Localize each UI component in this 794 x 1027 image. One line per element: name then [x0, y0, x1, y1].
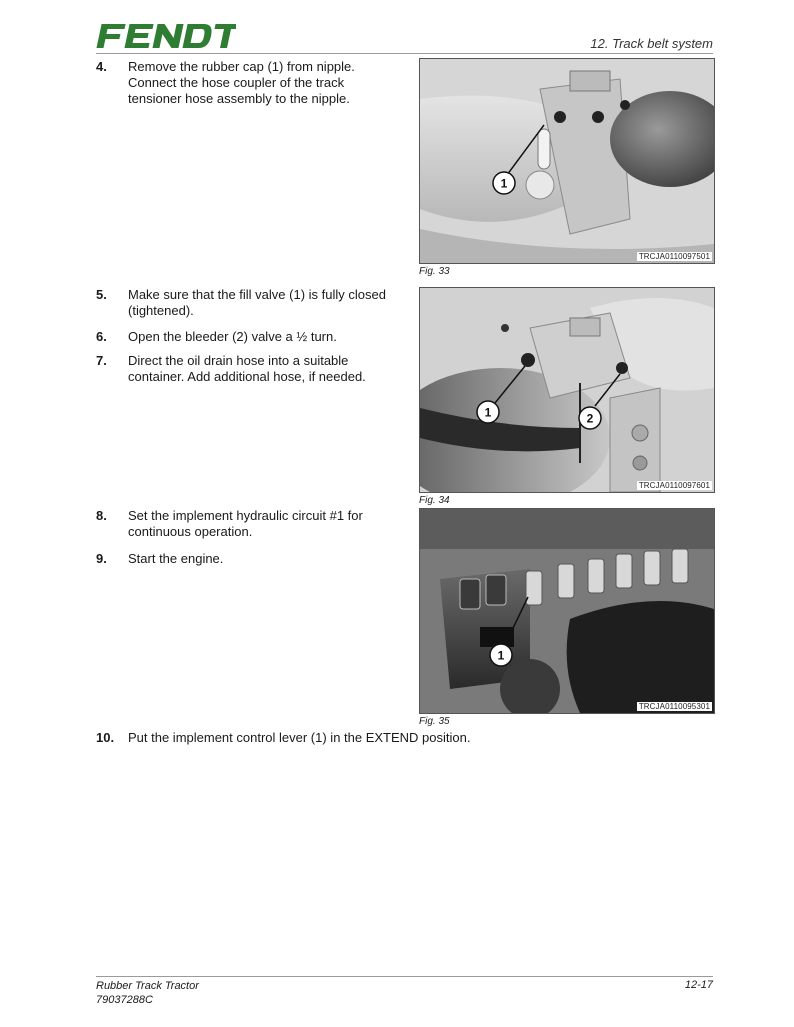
- figure-35-image: [419, 508, 715, 714]
- footer-divider: [96, 976, 713, 977]
- callout-1-icon: [476, 400, 500, 424]
- callout-label: 1: [484, 405, 492, 420]
- figure-code: TRCJA0110097501: [638, 252, 710, 261]
- figure-code: TRCJA0110097601: [638, 481, 710, 490]
- step-text: Open the bleeder (2) valve a ½ turn.: [128, 329, 337, 344]
- footer-title: Rubber Track Tractor: [96, 980, 199, 992]
- step-number: 8.: [96, 508, 107, 523]
- step-text: Set the implement hydraulic circuit #1 for continuous operation.: [128, 508, 363, 539]
- figure-caption: Fig. 33: [419, 266, 450, 277]
- step-text: Remove the rubber cap (1) from nipple. Connect the hose coupler of the track tensioner hose assembly to the nipple.: [128, 59, 355, 106]
- step-text: Put the implement control lever (1) in the EXTEND position.: [128, 730, 471, 745]
- figure-34-image: [419, 287, 715, 493]
- callout-2-icon: [578, 406, 602, 430]
- step-number: 5.: [96, 287, 107, 302]
- step-number: 6.: [96, 329, 107, 344]
- header-divider: [96, 53, 713, 54]
- step-number: 10.: [96, 730, 115, 745]
- section-title: 12. Track belt system: [590, 36, 713, 51]
- step-text: Start the engine.: [128, 551, 224, 566]
- figure-code: TRCJA0110095301: [638, 702, 710, 711]
- step-text: Make sure that the fill valve (1) is fully closed (tightened).: [128, 287, 386, 318]
- callout-label: 1: [500, 176, 508, 191]
- step-number: 9.: [96, 551, 107, 566]
- page-number: 12-17: [684, 979, 713, 991]
- callout-label: 1: [497, 648, 505, 663]
- callout-1-icon: [492, 171, 516, 195]
- step-number: 4.: [96, 59, 107, 74]
- figure-caption: Fig. 34: [419, 495, 450, 506]
- step-text: Direct the oil drain hose into a suitable container. Add additional hose, if needed.: [128, 353, 366, 384]
- footer-doc-number: 79037288C: [96, 994, 153, 1006]
- callout-label: 2: [586, 411, 594, 426]
- fendt-logo: [96, 22, 236, 50]
- figure-caption: Fig. 35: [419, 716, 450, 727]
- step-number: 7.: [96, 353, 107, 368]
- callout-1-icon: [489, 643, 513, 667]
- figure-33-image: [419, 58, 715, 264]
- footer-doc-info: [96, 979, 199, 1007]
